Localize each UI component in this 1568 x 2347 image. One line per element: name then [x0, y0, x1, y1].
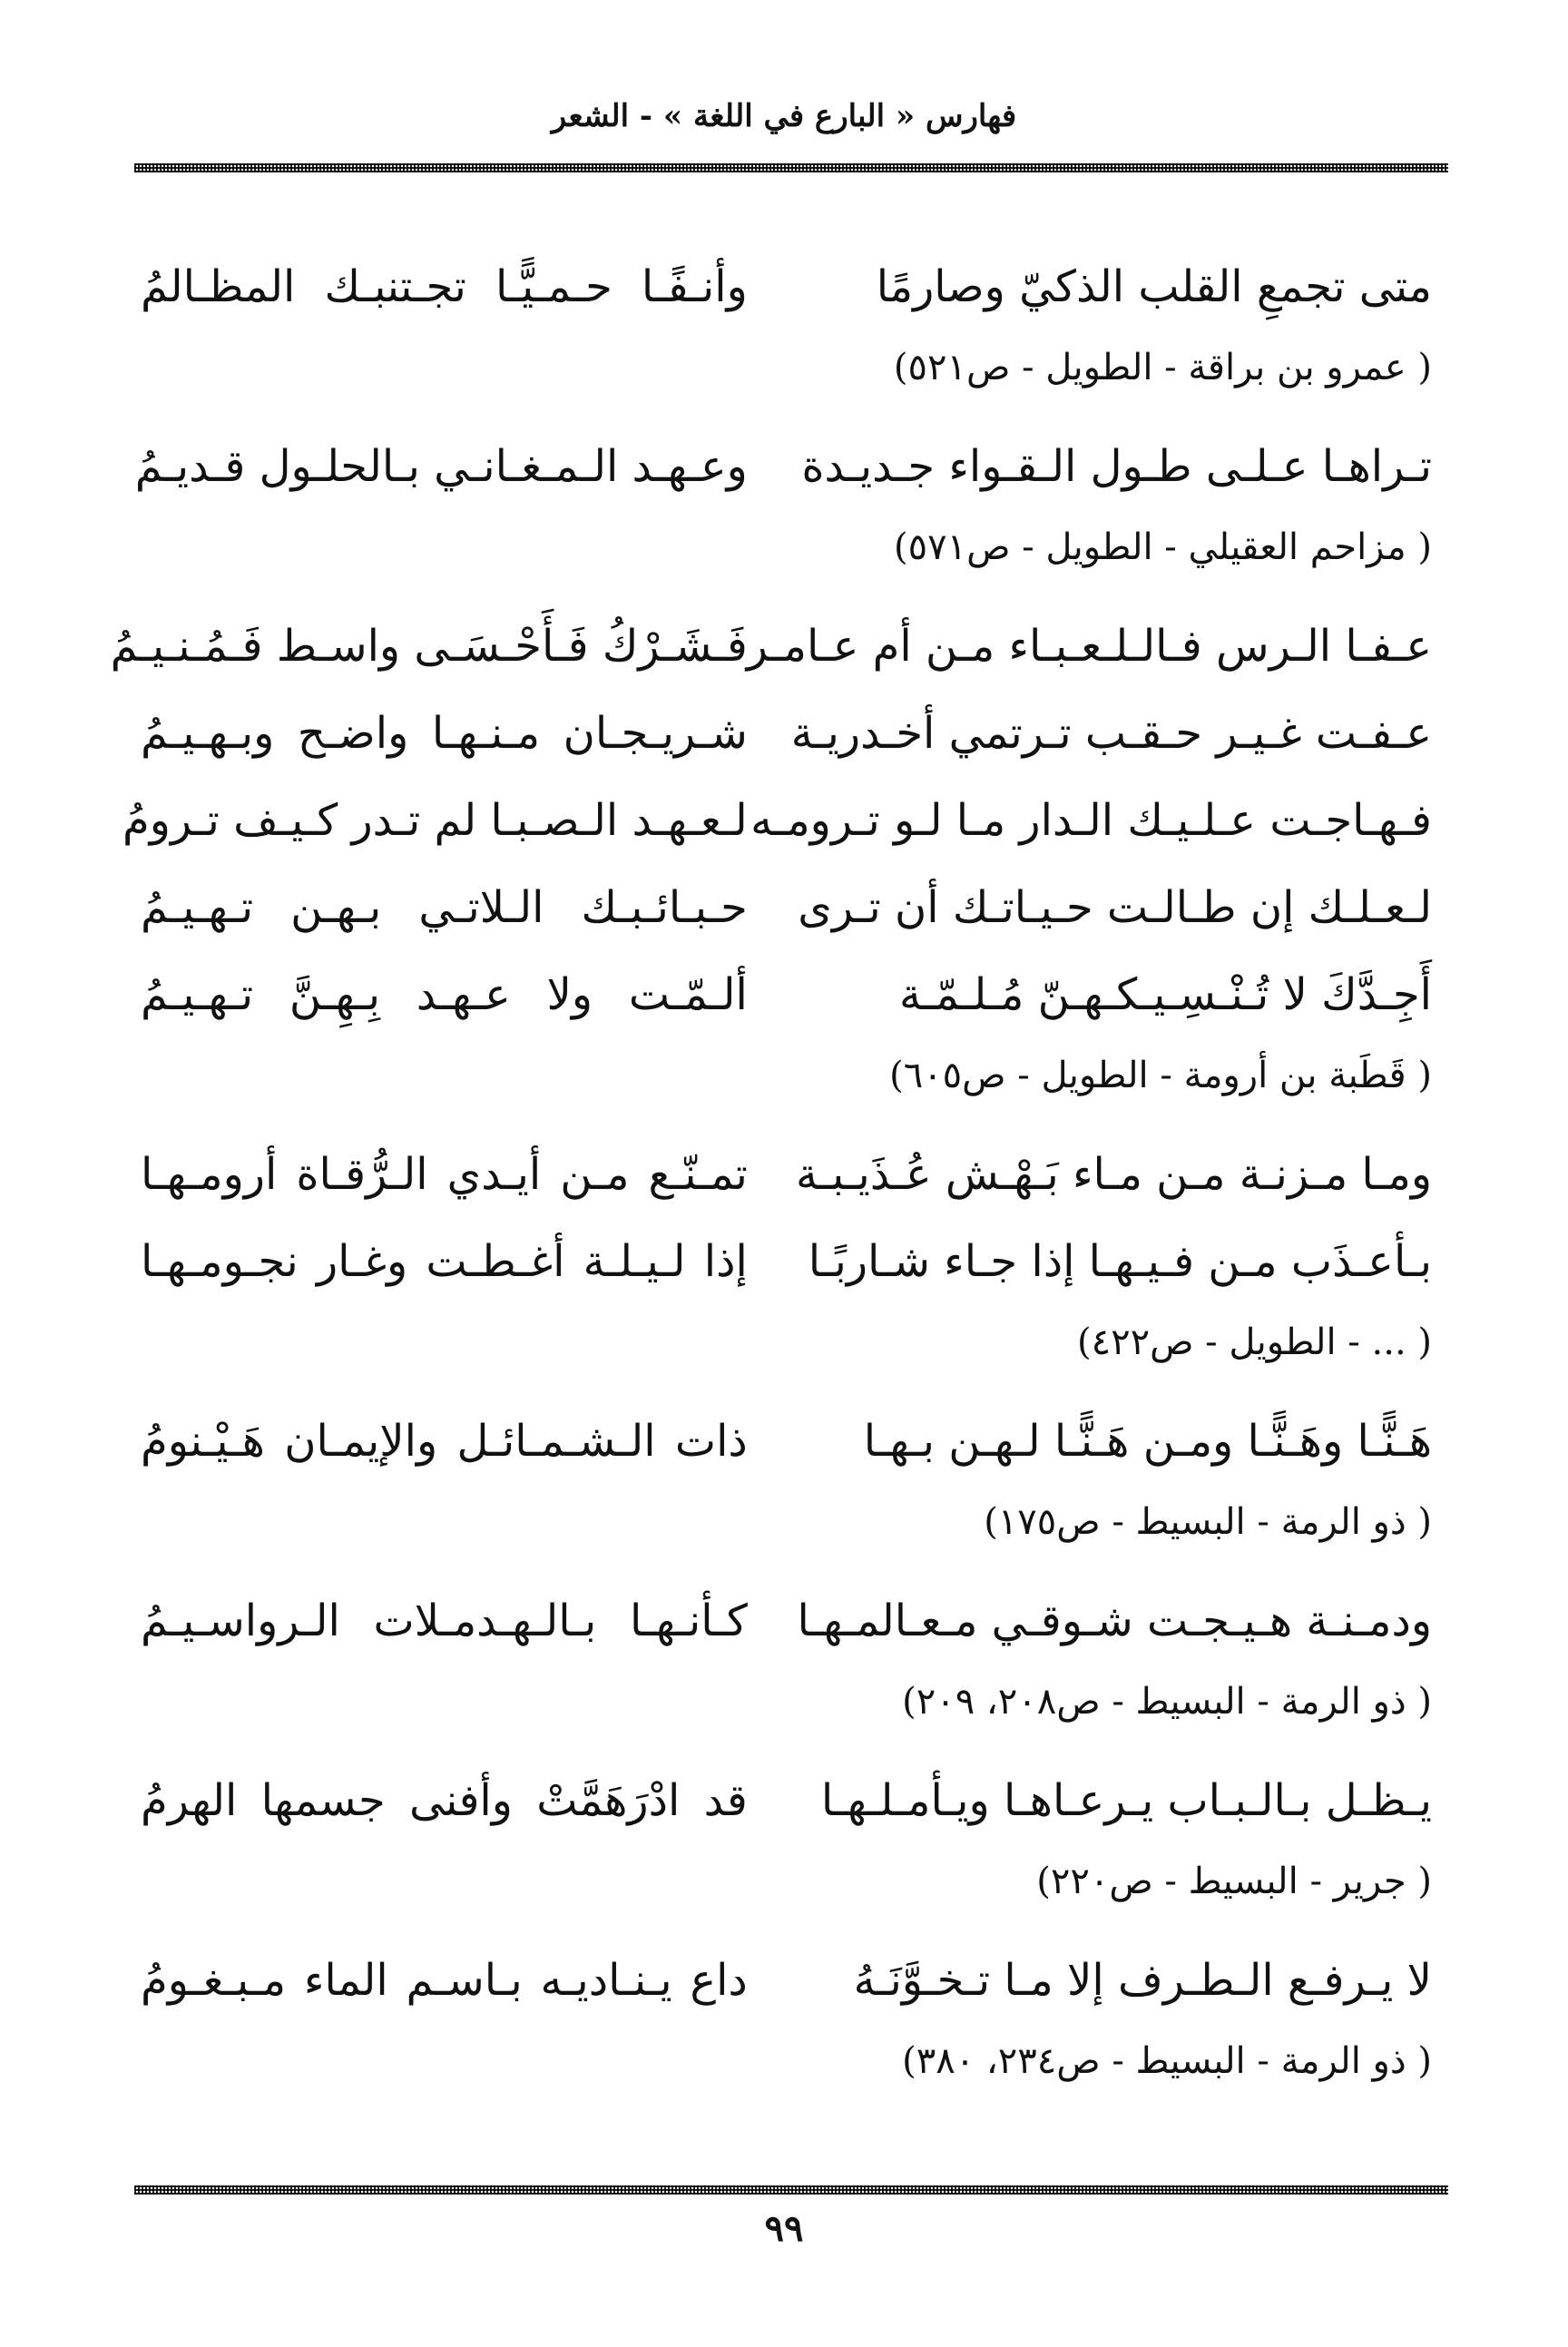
second-hemistich: ألـمّـت ولا عـهـد بِـهِـنَّ تـهـيـمُ: [141, 969, 748, 1020]
verse-line: [141, 1398, 1432, 1485]
verse-line: [141, 243, 1432, 330]
verse-source: ( قَطَبة بن أرومة - الطويل - ص٦٠٥): [889, 1055, 1432, 1096]
first-hemistich: ومـا مـزنـة مـن مـاء بَـهْـش عُـذَيـبـة: [796, 1149, 1432, 1200]
poetry-index: [110, 243, 1432, 2116]
verse-line: [141, 1757, 1432, 1844]
first-hemistich: فـهـاجـت عـلـيـك الـدار مـا لـو تـرومـه: [750, 795, 1432, 846]
second-hemistich: إذا لـيـلـة أغـطـت وغـار نجـومـهـا: [141, 1236, 748, 1287]
verse-line: [141, 1937, 1432, 2024]
first-hemistich: لـعـلـك إن طـالـت حـيـاتـك أن تـرى: [798, 882, 1432, 933]
running-header: فهارس « البارع في اللغة » - الشعر: [551, 98, 1017, 134]
verse-entry: [141, 1398, 1432, 1559]
verse-line: [141, 951, 1432, 1038]
second-hemistich: شـريـجـان مـنـهـا واضـح وبـهـيـمُ: [141, 708, 748, 759]
second-hemistich: كـأنـهـا بـالـهـدمـلات الـرواسـيـمُ: [141, 1596, 748, 1646]
second-hemistich: وأنـفًـا حـمـيًّـا تجـتنبـك المظـالمُ: [141, 261, 748, 312]
verse-entry: [141, 1577, 1432, 1739]
footer-rule: [134, 2185, 1448, 2195]
second-hemistich: داع يـنـاديـه بـاسـم الماء مـبـغـومُ: [141, 1955, 748, 2006]
page-number: ٩٩: [764, 2207, 804, 2250]
first-hemistich: يـظـل بـالـبـاب يـرعـاهـا ويـأمـلـهـا: [820, 1775, 1432, 1826]
first-hemistich: متى تجمعِ القلب الذكيّ وصارمًا: [876, 261, 1432, 312]
verse-entry: [141, 1131, 1432, 1380]
verse-source: ( ذو الرمة - البسيط - ص٢٠٨، ٢٠٩): [902, 1681, 1432, 1723]
second-hemistich: تمـنّـع مـن أيـدي الـرُّقـاة أرومـهـا: [141, 1149, 748, 1200]
second-hemistich: فَـشَـرْكُ فَـأَحْـسَـى واسـط فَـمُـنـيـمُ: [110, 621, 748, 672]
first-hemistich: هَـنًّـا وهَـنًّـا ومـن هَـنًّـا لـهـن بـهـا: [863, 1416, 1432, 1467]
verse-entry: [134, 423, 1432, 584]
first-hemistich: عـفـت غـيـر حـقـب تـرتمي أخـدريـة: [790, 708, 1432, 759]
verse-entry: [141, 1937, 1432, 2098]
first-hemistich: ودمـنـة هـيـجـت شـوقـي مـعـالمـهـا: [797, 1596, 1432, 1646]
verse-line: [110, 603, 1432, 690]
verse-line: [141, 1131, 1432, 1218]
first-hemistich: بـأعـذَب مـن فـيـهـا إذا جـاء شـاربًـا: [808, 1236, 1432, 1287]
verse-entry: [141, 1757, 1432, 1919]
verse-entry: [110, 603, 1432, 1113]
verse-source: ( مزاحم العقيلي - الطويل - ص٥٧١): [894, 526, 1432, 568]
second-hemistich: ذات الـشـمـائـل والإيمـان هَـيْـنومُ: [141, 1416, 748, 1467]
second-hemistich: حـبـائـبـك الـلاتـي بـهـن تـهـيـمُ: [141, 882, 748, 933]
verse-line: [134, 423, 1432, 510]
first-hemistich: لا يـرفـع الـطـرف إلا مـا تـخـوَّنَـهُ: [853, 1955, 1432, 2006]
first-hemistich: أَجِـدَّكَ لا تُـنْـسِـيـكـهـنّ مُـلـمّـة: [899, 969, 1432, 1020]
second-hemistich: وعـهـد الـمـغـانـي بـالحلـول قـديـمُ: [134, 441, 748, 492]
second-hemistich: لـعـهـد الـصـبـا لم تـدر كـيـف تـرومُ: [122, 795, 748, 846]
verse-source: ( ذو الرمة - البسيط - ص١٧٥): [984, 1501, 1432, 1543]
verse-source: ( ذو الرمة - البسيط - ص٢٣٤، ٣٨٠): [902, 2040, 1432, 2082]
header-rule: [134, 163, 1448, 172]
verse-line: [141, 864, 1432, 951]
verse-line: [122, 777, 1432, 864]
verse-line: [141, 690, 1432, 777]
verse-line: [141, 1218, 1432, 1305]
first-hemistich: عـفـا الـرس فـالـلـعـبـاء مـن أم عـامـر: [746, 621, 1432, 672]
verse-source: ( ... - الطويل - ص٤٢٢): [1077, 1321, 1432, 1363]
verse-source: ( عمرو بن براقة - الطويل - ص٥٢١): [893, 347, 1432, 388]
verse-entry: [141, 243, 1432, 405]
verse-source: ( جرير - البسيط - ص٢٢٠): [1036, 1861, 1432, 1902]
first-hemistich: تـراهـا عـلـى طـول الـقـواء جـديـدة: [801, 441, 1432, 492]
second-hemistich: قد ادْرَهَمَّتْ وأفنى جسمها الهرمُ: [141, 1775, 748, 1826]
verse-line: [141, 1577, 1432, 1665]
